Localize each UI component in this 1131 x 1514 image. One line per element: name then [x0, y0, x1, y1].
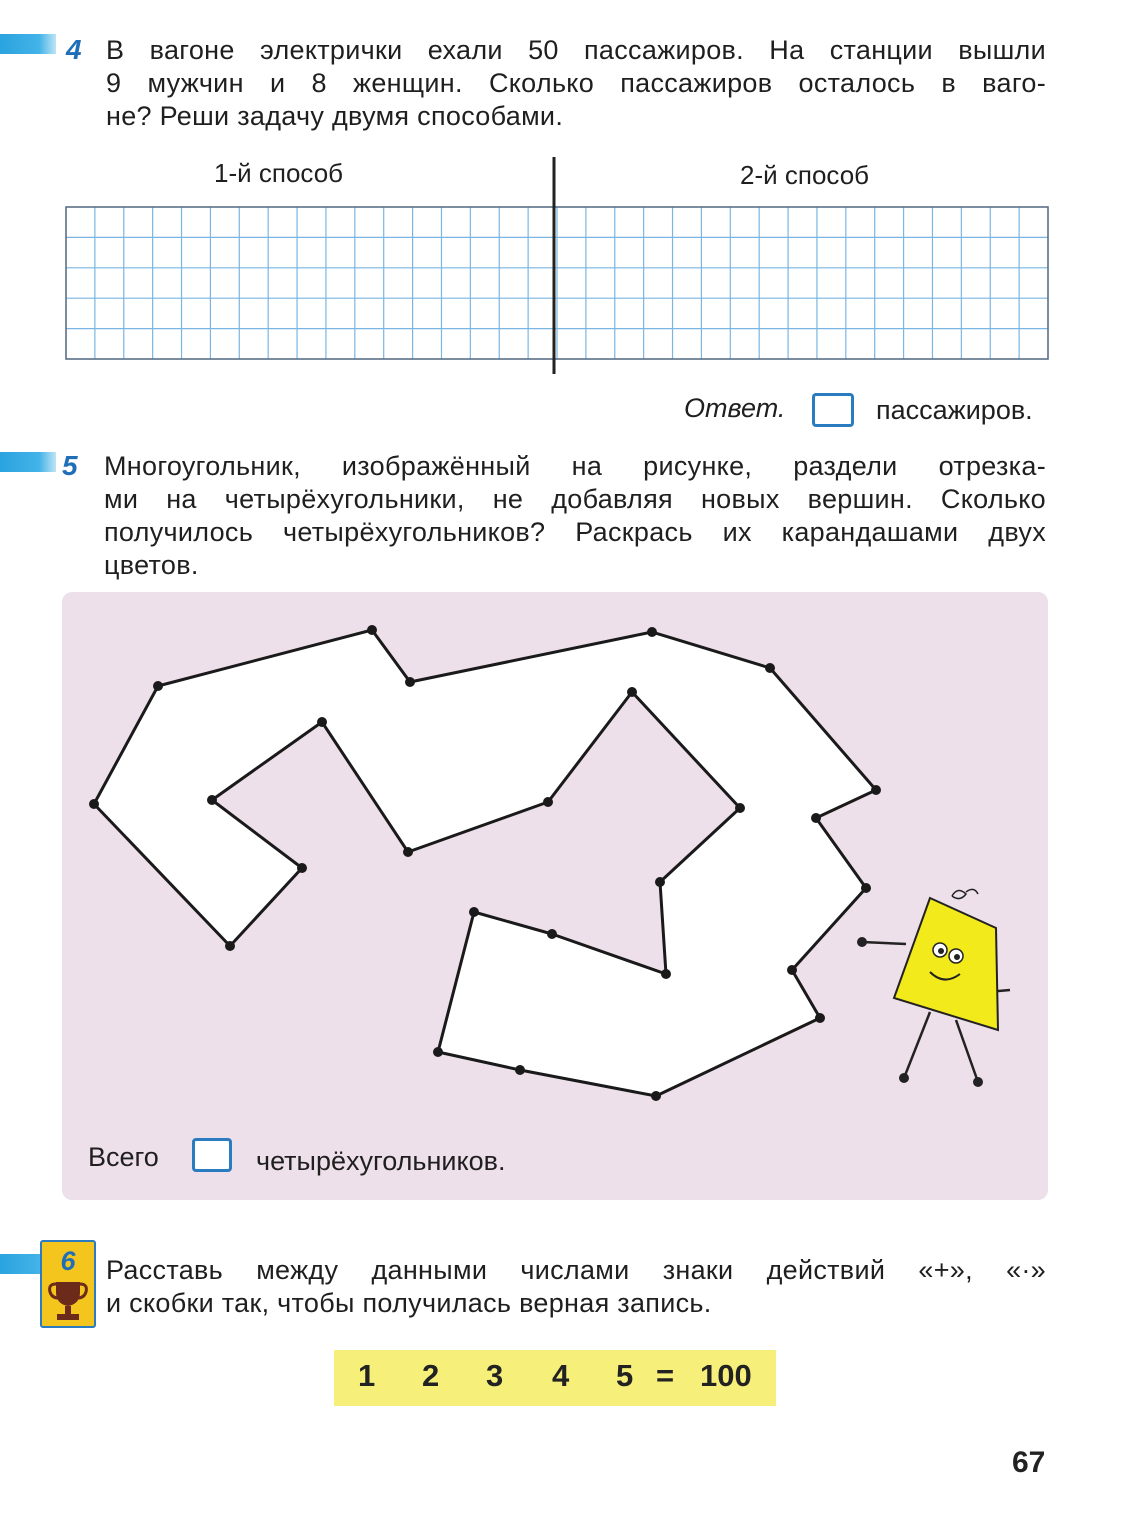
equation-number: 4 [552, 1358, 570, 1393]
equation-number: 1 [358, 1358, 376, 1393]
task-5-line: цветов. [104, 550, 199, 580]
task-6-number: 6 [60, 1246, 76, 1276]
equation-equals: = [656, 1358, 675, 1393]
trophy-icon [42, 1276, 94, 1326]
equation-number: 2 [422, 1358, 440, 1393]
task-4-number: 4 [66, 34, 82, 65]
quadrilateral-character [857, 889, 1010, 1087]
task-5-line: получилось четырёхугольников? Раскрась их карандашами двух [104, 517, 1046, 547]
trophy-badge [40, 1240, 96, 1328]
task-6-text [106, 1254, 1046, 1320]
equation-result: 100 [700, 1358, 752, 1393]
equation-number: 3 [486, 1358, 504, 1393]
answer-label: Ответ. [684, 393, 786, 423]
total-unit: четырёхугольников. [256, 1146, 506, 1176]
total-label: Всего [88, 1142, 159, 1172]
task-6-line: Расставь между данными числами знаки действий «+», «·» [106, 1255, 1046, 1285]
total-input-box[interactable] [192, 1138, 232, 1172]
task-5-number: 5 [62, 450, 78, 481]
task-5-line: Многоугольник, изображённый на рисунке, раздели отрезка- [104, 451, 1046, 481]
task-4-line: В вагоне электрички ехали 50 пассажиров. На станции вышли [106, 35, 1046, 65]
task-5-line: ми на четырёхугольники, не добавляя новых вершин. Сколько [104, 484, 1046, 514]
equation-number: 5 [616, 1358, 634, 1393]
task-6-line: и скобки так, чтобы получилась верная запись. [106, 1288, 712, 1318]
polygon-shape [94, 630, 876, 1096]
method-2-label: 2-й способ [740, 160, 870, 190]
task-4-line: не? Реши задачу двумя способами. [106, 101, 564, 131]
answer-unit: пассажиров. [876, 395, 1033, 425]
equation-bar [334, 1350, 776, 1406]
task-4-line: 9 мужчин и 8 женщин. Сколько пассажиров осталось в ваго- [106, 68, 1046, 98]
page-number: 67 [1012, 1446, 1046, 1479]
method-1-label: 1-й способ [214, 158, 344, 188]
